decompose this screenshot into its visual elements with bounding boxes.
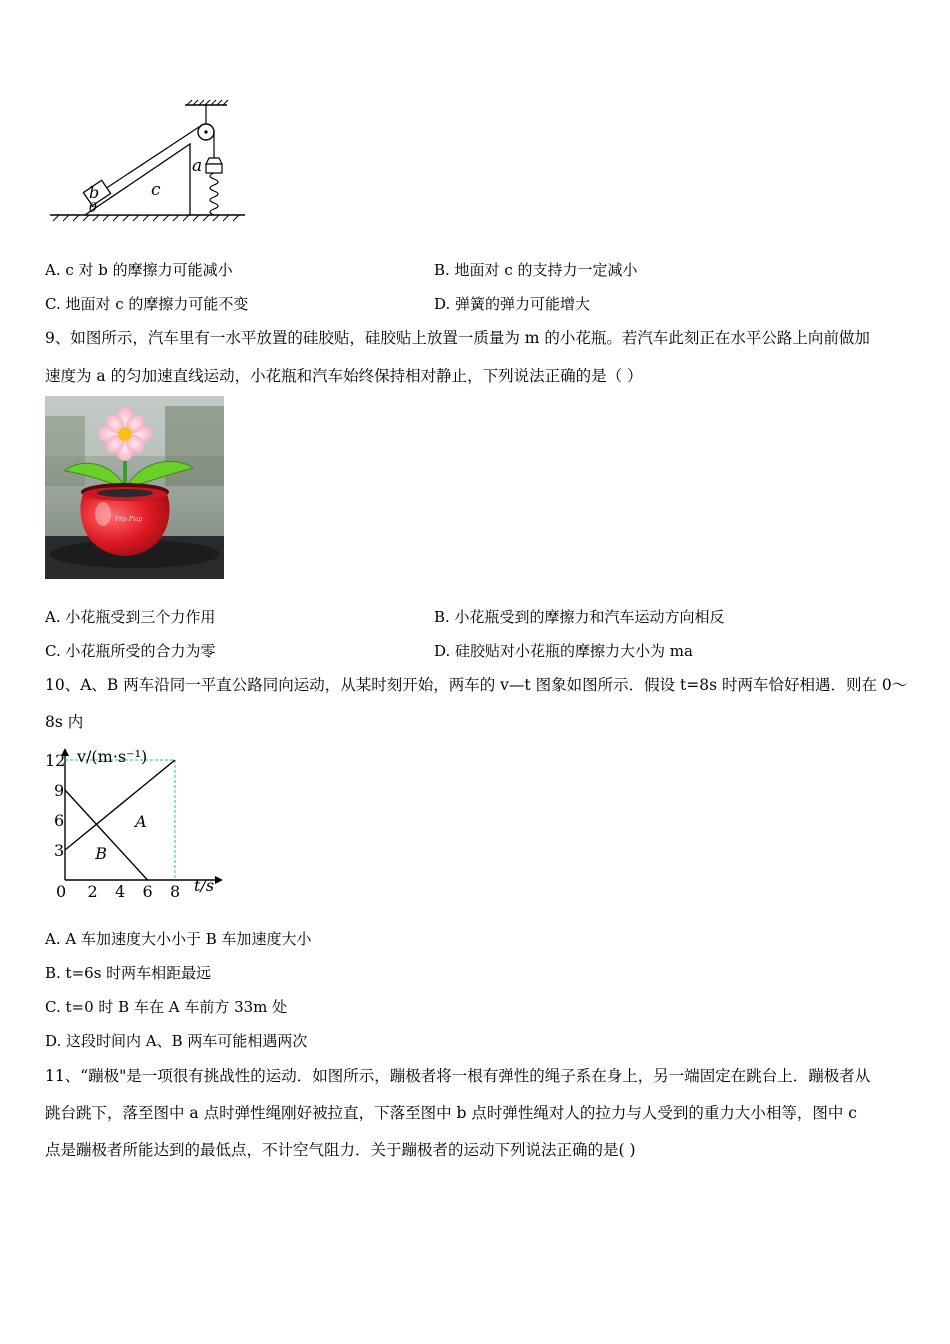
series-label-A: A [135,812,147,831]
y-axis-label: v/(m·s⁻¹) [77,747,148,766]
q11-stem-line1: 11、“蹦极"是一项很有挑战性的运动．如图所示，蹦极者将一根有弹性的绳子系在身上，另一端固定在跳台上．蹦极者从 [45,1067,871,1085]
q8-option-b: B. 地面对 c 的支持力一定减小 [434,261,638,279]
flower-pot-photo [45,396,224,579]
y-tick-label: 9 [54,781,65,800]
label-c: c [151,180,161,200]
y-tick-label: 6 [54,811,65,830]
x-tick-label: 6 [142,882,153,901]
q11-stem-line2: 跳台跳下，落至图中 a 点时弹性绳刚好被拉直，下落至图中 b 点时弹性绳对人的拉力与人受到的重力大小相等，图中 c [45,1104,857,1122]
series-line-A [65,760,175,850]
q8-option-d: D. 弹簧的弹力可能增大 [434,295,591,313]
q9-option-c: C. 小花瓶所受的合力为零 [45,642,216,660]
series-line-B [65,790,148,880]
q10-stem-line2: 8s 内 [45,713,84,731]
q8-option-c: C. 地面对 c 的摩擦力可能不变 [45,295,249,313]
q10-option-b: B. t=6s 时两车相距最远 [45,964,212,982]
series-label-B: B [95,844,108,863]
vt-chart [45,742,235,902]
q10-stem-line1: 10、A、B 两车沿同一平直公路同向运动，从某时刻开始，两车的 v—t 图象如图所示．假设 t=8s 时两车恰好相遇．则在 0～ [45,676,908,694]
y-tick-label: 12 [45,751,66,770]
q9-stem-line1: 9、如图所示，汽车里有一水平放置的硅胶贴，硅胶贴上放置一质量为 m 的小花瓶。若汽车此刻正在水平公路上向前做加 [45,329,870,347]
x-tick-label: 4 [115,882,126,901]
x-axis-arrow [215,876,223,884]
q8-option-a: A. c 对 b 的摩擦力可能减小 [45,261,233,279]
incline-pulley-figure [45,96,255,226]
x-tick-label: 2 [87,882,98,901]
q10-option-d: D. 这段时间内 A、B 两车可能相遇两次 [45,1032,308,1050]
q9-option-b: B. 小花瓶受到的摩擦力和汽车运动方向相反 [434,608,725,626]
pot-brand-text: Flip Flap [115,516,143,523]
q9-option-a: A. 小花瓶受到三个力作用 [45,608,216,626]
q9-stem-line2: 速度为 a 的匀加速直线运动，小花瓶和汽车始终保持相对静止，下列说法正确的是（ ） [45,367,643,385]
q11-stem-line3: 点是蹦极者所能达到的最低点，不计空气阻力．关于蹦极者的运动下列说法正确的是( ) [45,1141,636,1159]
label-a: a [192,156,203,176]
q10-option-c: C. t=0 时 B 车在 A 车前方 33m 处 [45,998,288,1016]
x-axis-label: t/s [194,876,215,895]
y-tick-label: 3 [54,841,65,860]
label-b: b [89,183,100,202]
q9-option-d: D. 硅胶贴对小花瓶的摩擦力大小为 ma [434,642,693,660]
x-tick-label: 0 [56,882,67,901]
label-theta: θ [89,201,97,216]
q10-option-a: A. A 车加速度大小小于 B 车加速度大小 [45,930,312,948]
x-tick-label: 8 [170,882,181,901]
